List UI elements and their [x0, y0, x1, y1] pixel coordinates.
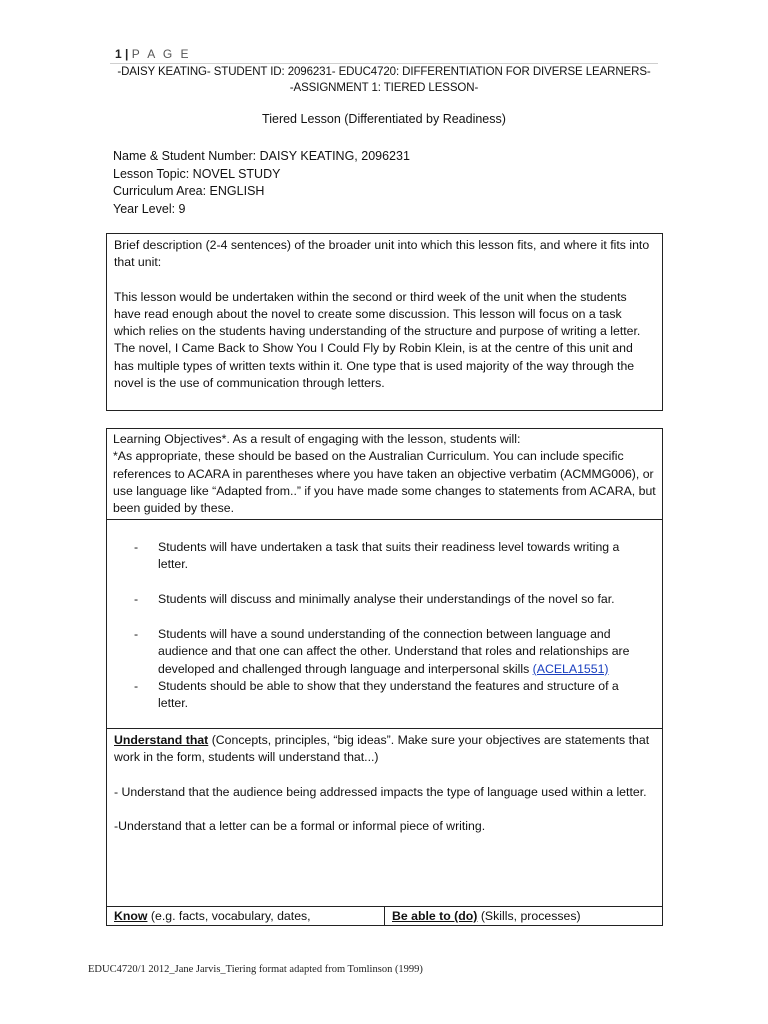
list-dash: -	[134, 592, 139, 606]
objectives-heading: Learning Objectives*. As a result of engaging with the lesson, students will:	[113, 432, 521, 446]
able-label: Be able to (do)	[392, 909, 478, 923]
page-footer: EDUC4720/1 2012_Jane Jarvis_Tiering format adapted from Tomlinson (1999)	[88, 964, 423, 975]
understand-prompt	[114, 732, 655, 767]
know-label: Know	[114, 909, 148, 923]
header-line-2: -ASSIGNMENT 1: TIERED LESSON-	[289, 82, 479, 94]
header-line-1: -DAISY KEATING- STUDENT ID: 2096231- EDUC4720: DIFFERENTIATION FOR DIVERSE LEARNERS-	[117, 66, 651, 78]
page-number	[115, 47, 191, 61]
page-number-value: 1	[115, 47, 122, 61]
able-text: (Skills, processes)	[477, 909, 581, 923]
curriculum-area: Curriculum Area: ENGLISH	[113, 184, 265, 198]
objectives-header	[107, 429, 662, 520]
list-dash: -	[134, 540, 139, 554]
description-prompt: Brief description (2-4 sentences) of the broader unit into which this lesson fits, and where it fits into that unit:	[114, 238, 650, 270]
objectives-note: *As appropriate, these should be based on the Australian Curriculum. You can include specific references to ACARA in parentheses where you have taken an objective verbatim (ACMMG006), or use language like “Adapted from..” if you have made some changes to statements from ACARA, but been guided by these.	[113, 449, 656, 516]
list-dash: -	[134, 627, 139, 641]
objective-text	[158, 626, 648, 678]
student-name: Name & Student Number: DAISY KEATING, 2096231	[113, 149, 410, 163]
able-cell	[385, 907, 663, 926]
know-able-row	[107, 906, 662, 926]
page-label: P A G E	[131, 47, 192, 61]
objective-text: Students will discuss and minimally analyse their understandings of the novel so far.	[158, 592, 615, 606]
unit-description-box	[106, 233, 663, 411]
objective-text-body: Students will have a sound understanding of the connection between language and audience and that one can affect the other. Understand that roles and relationships are developed and challenged through language and interpersonal skills	[158, 627, 630, 676]
understand-point-1: - Understand that the audience being addressed impacts the type of language used within a letter.	[114, 784, 647, 799]
understand-label: Understand that	[114, 733, 209, 747]
understand-that-section	[107, 728, 662, 906]
lesson-topic: Lesson Topic: NOVEL STUDY	[113, 166, 281, 181]
understand-point-2: -Understand that a letter can be a formal or informal piece of writing.	[114, 818, 486, 833]
understand-prompt-text: (Concepts, principles, “big ideas”. Make sure your objectives are statements that work in the form, students will understand that...)	[114, 733, 650, 765]
acara-link[interactable]: (ACELA1551)	[532, 661, 609, 676]
page-number-separator: |	[125, 47, 129, 61]
header-divider	[110, 63, 658, 64]
list-dash: -	[134, 679, 139, 693]
objective-text: Students will have undertaken a task that suits their readiness level towards writing a letter.	[158, 540, 620, 572]
lesson-meta	[113, 148, 410, 218]
document-title: Tiered Lesson (Differentiated by Readiness)	[262, 112, 506, 126]
objective-text: Students should be able to show that they understand the features and structure of a letter.	[158, 679, 619, 711]
know-text: (e.g. facts, vocabulary, dates,	[147, 909, 311, 923]
objectives-table	[106, 428, 663, 926]
description-body: This lesson would be undertaken within the second or third week of the unit when the students have read enough about the novel to create some discussion. This lesson will focus on a task which relies on the students having understanding of the structure and purpose of writing a letter. The novel, I Came Back to Show You I Could Fly by Robin Klein, is at the centre of this unit and has multiple types of written texts within it. One type that is used majority of the way through the novel is the use of communication through letters.	[114, 289, 641, 391]
know-cell	[107, 907, 385, 926]
year-level: Year Level: 9	[113, 201, 186, 216]
